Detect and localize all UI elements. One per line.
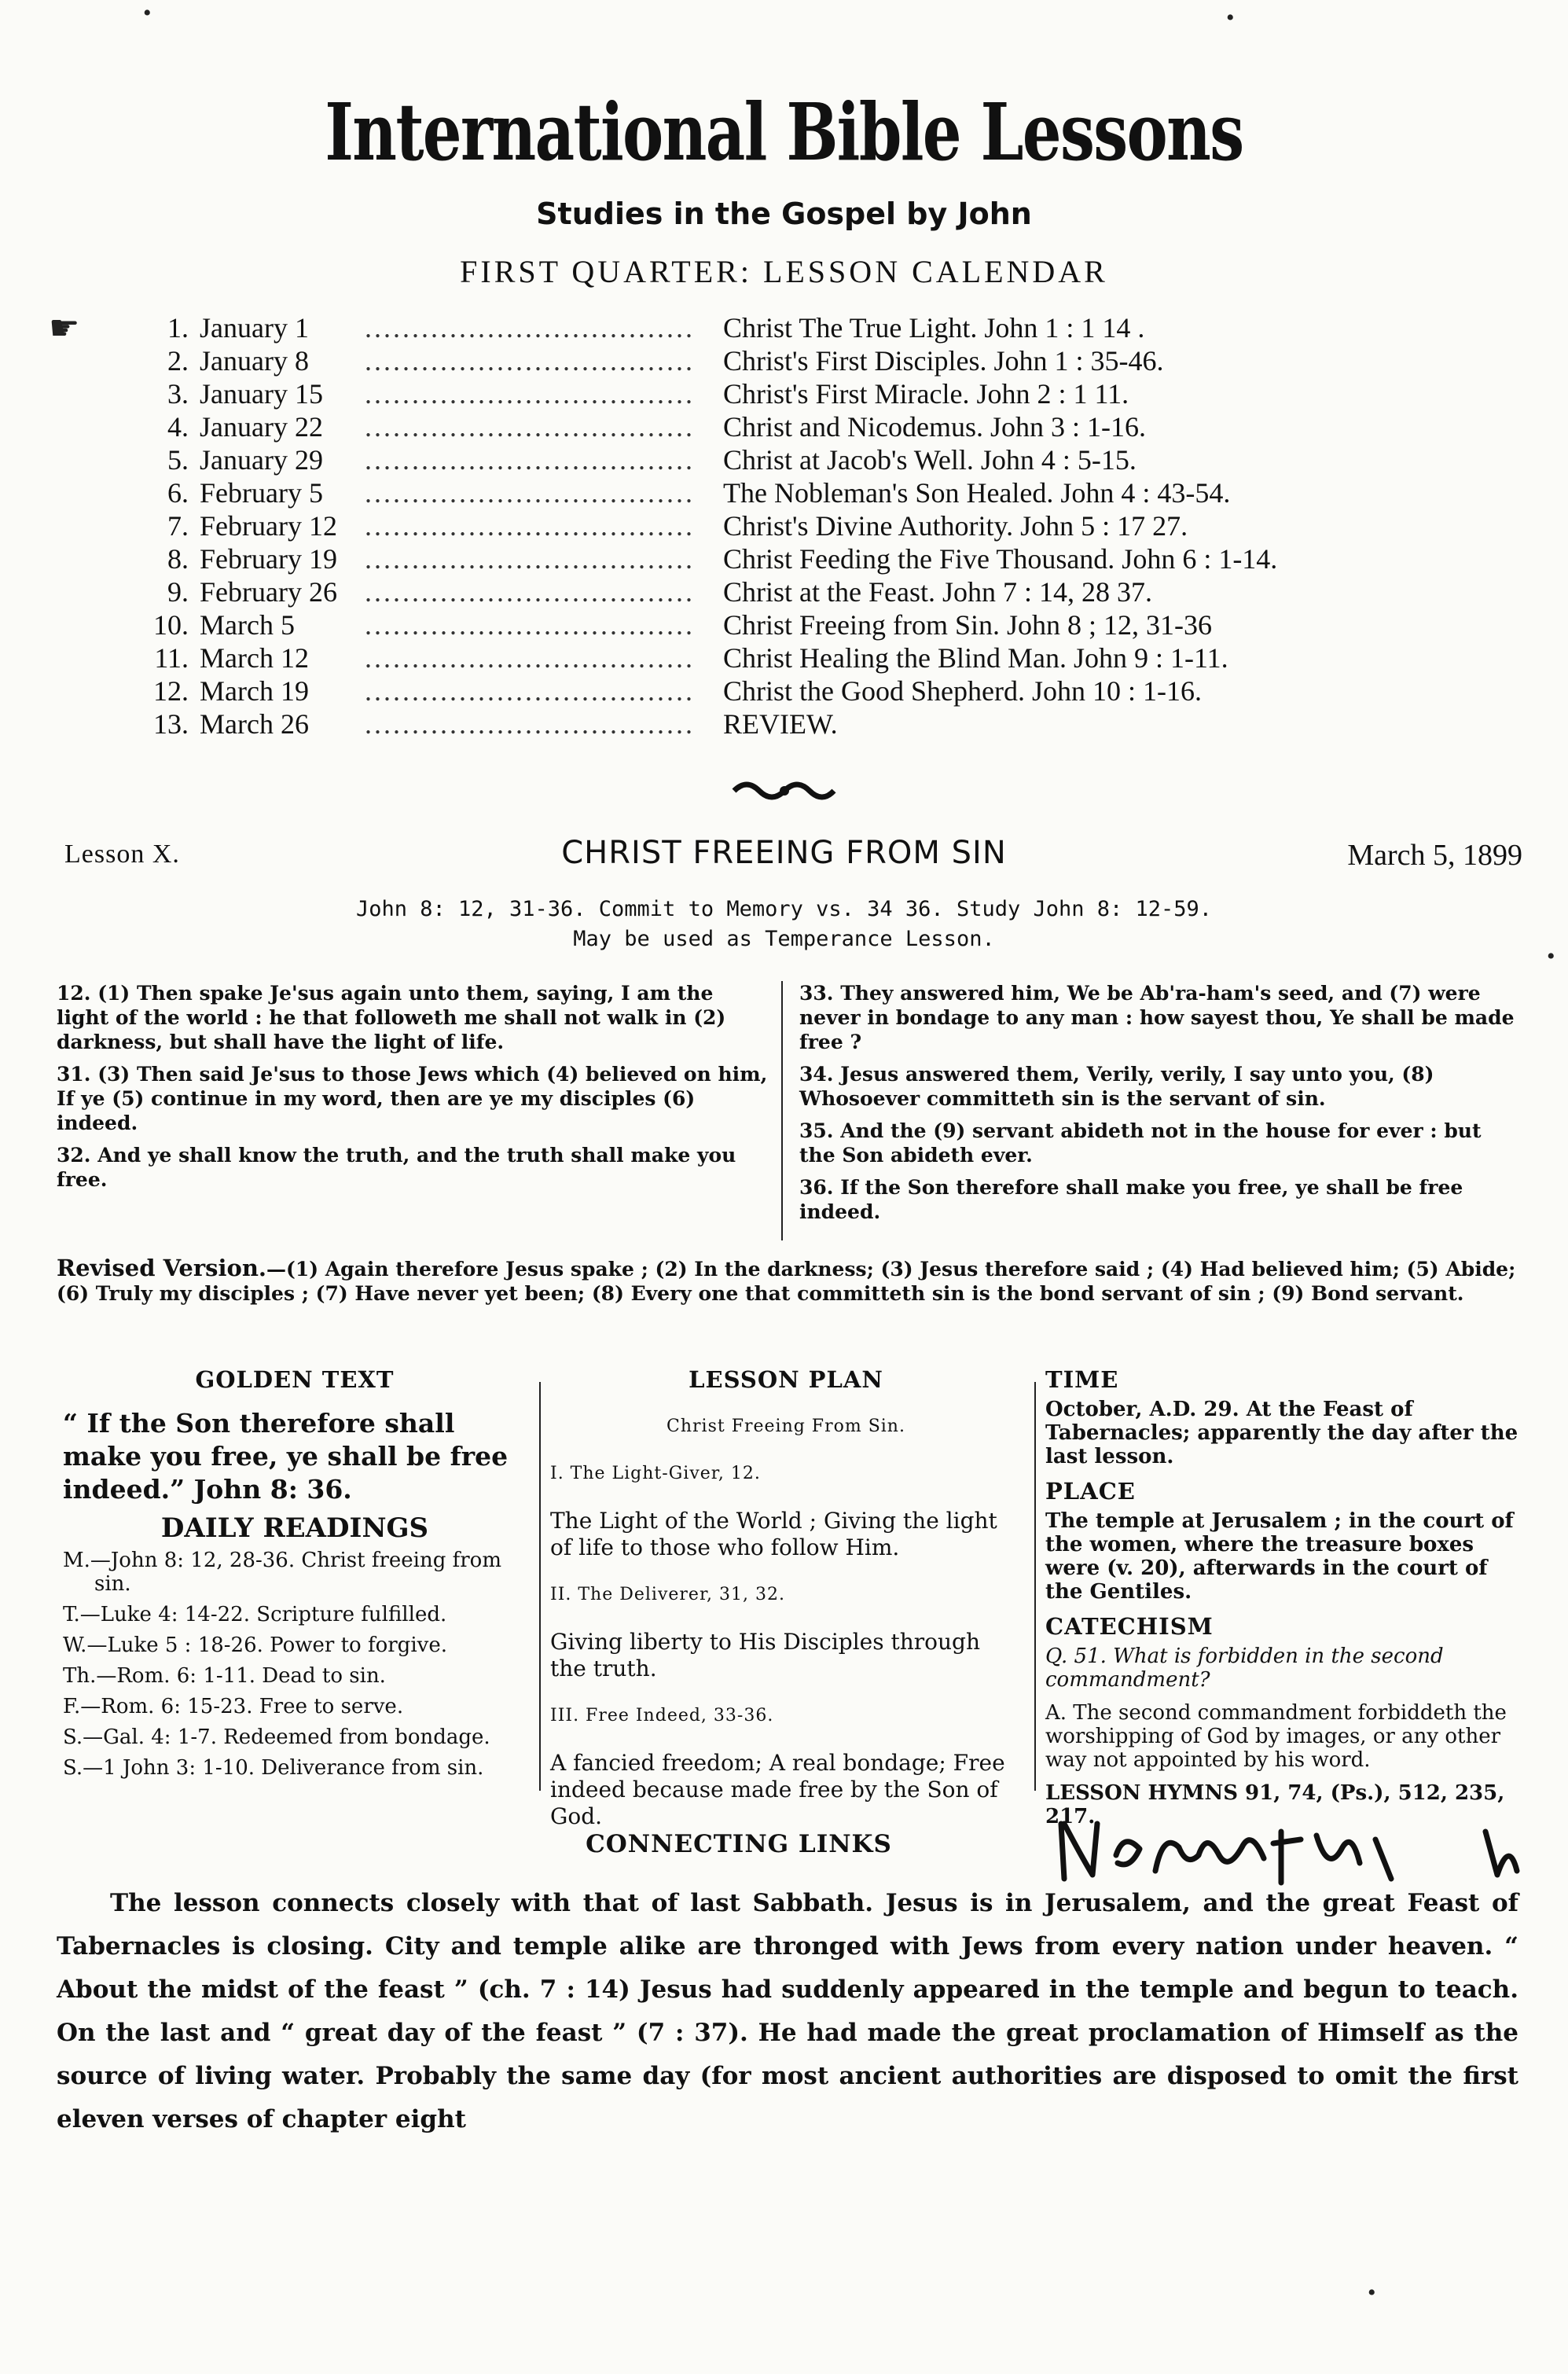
leader-dots: ................................... [365,675,695,707]
lesson-calendar [141,311,1493,740]
leader-dots: ................................... [365,576,695,608]
daily-reading: Th.—Rom. 6: 1-11. Dead to sin. [63,1664,386,1688]
lesson-plan-division: II. The Deliverer, 31, 32. [550,1585,785,1604]
catechism-heading: CATECHISM [1045,1613,1214,1640]
calendar-row-topic: Christ and Nicodemus. John 3 : 1-16. [723,411,1146,443]
margin-dot: • [143,0,152,26]
leader-dots: ................................... [365,642,695,674]
verse: 36. If the Son therefore shall make you free, ye shall be free indeed. [799,1176,1463,1223]
lesson-plan-division: III. Free Indeed, 33-36. [550,1706,774,1725]
column-divider [539,1382,541,1791]
calendar-row-date: February 26 [200,576,337,608]
calendar-row [141,443,1493,476]
calendar-row [141,608,1493,641]
calendar-row-number: 7. [167,510,189,542]
calendar-row-number: 5. [167,444,189,476]
scripture-passage [57,981,1518,1248]
handwritten-signature [1045,1800,1548,1894]
lesson-plan-division: I. The Light-Giver, 12. [550,1464,761,1483]
calendar-row-date: March 5 [200,609,295,641]
calendar-row [141,641,1493,674]
time-place-column [1045,1366,1525,1828]
calendar-row-date: January 29 [200,444,323,476]
verse: 32. And ye shall know the truth, and the truth shall make you free. [57,1144,736,1191]
scripture-column-right [799,981,1515,1232]
leader-dots: ................................... [365,378,695,410]
calendar-row-topic: Christ's First Miracle. John 2 : 1 11. [723,378,1129,410]
verse: 12. (1) Then spake Je'sus again unto them, saying, I am the light of the world : he that followeth me shall not walk in (2) darkness, but shall have the light of life. [57,982,726,1053]
golden-text-column [63,1366,527,1787]
calendar-row [141,344,1493,377]
lesson-plan-point: The Light of the World ; Giving the light of life to those who follow Him. [550,1508,997,1560]
calendar-row [141,509,1493,542]
lesson-header [0,835,1568,874]
column-divider [1034,1382,1036,1791]
calendar-row-date: January 15 [200,378,323,410]
leader-dots: ................................... [365,609,695,641]
calendar-row-date: February 19 [200,543,337,575]
subtitle: Studies in the Gospel by John [536,197,1032,231]
calendar-row-topic: Christ The True Light. John 1 : 1 14 . [723,312,1145,344]
calendar-row-topic: Christ the Good Shepherd. John 10 : 1-16. [723,675,1202,707]
leader-dots: ................................... [365,411,695,443]
calendar-row-number: 11. [154,642,189,674]
calendar-row-date: January 1 [200,312,309,344]
calendar-row-number: 12. [153,675,189,707]
leader-dots: ................................... [365,510,695,542]
margin-dot: • [1547,943,1555,969]
calendar-row-topic: REVIEW. [723,708,838,740]
calendar-row-topic: Christ at Jacob's Well. John 4 : 5-15. [723,444,1137,476]
catechism-question: Q. 51. What is forbidden in the second commandment? [1045,1645,1444,1692]
lesson-title: CHRIST FREEING FROM SIN [561,835,1007,871]
time-text: October, A.D. 29. At the Feast of Tabernacles; apparently the day after the last lesson. [1045,1398,1518,1468]
lesson-hymns: LESSON HYMNS 91, 74, (Ps.), 512, 235, 217. [1045,1781,1505,1828]
calendar-row-number: 3. [167,378,189,410]
calendar-row-number: 9. [167,576,189,608]
calendar-row [141,674,1493,707]
calendar-row-topic: Christ Feeding the Five Thousand. John 6 : 1-14. [723,543,1278,575]
lesson-plan-point: Giving liberty to His Disciples through the truth. [550,1629,981,1681]
scripture-column-left [57,981,772,1200]
calendar-heading: FIRST QUARTER: LESSON CALENDAR [460,254,1108,289]
lesson-aids [63,1366,1525,1829]
connecting-links-text: The lesson connects closely with that of last Sabbath. Jesus is in Jerusalem, and the great Feast of Tabernacles is closing. City and temple alike are thronged with Jews from every nation under heaven. “ About the midst of the feast ” (ch. 7 : 14) Jesus had suddenly appeared in the temple and begun to teach. On the last and “ great day of the feast ” (7 : 37). He had made the great proclamation of Himself as the source of living water. Probably the same day (for most ancient authorities are disposed to omit the first eleven verses of chapter eight [57,1889,1518,2133]
leader-dots: ................................... [365,312,695,344]
calendar-row-topic: Christ at the Feast. John 7 : 14, 28 37. [723,576,1152,608]
ornament-divider [731,775,837,807]
scripture-references: John 8: 12, 31-36. Commit to Memory vs. 34 36. Study John 8: 12-59. [355,897,1213,921]
calendar-row-number: 2. [167,345,189,377]
calendar-row [141,542,1493,575]
calendar-row-date: March 19 [200,675,309,707]
revised-version-label: Revised Version. [57,1255,267,1281]
revised-version-notes [57,1256,1518,1306]
lesson-plan-point: A fancied freedom; A real bondage; Free indeed because made free by the Son of God. [550,1750,1005,1829]
calendar-row-number: 10. [153,609,189,641]
masthead: International Bible Lessons [325,86,1243,178]
leader-dots: ................................... [365,444,695,476]
daily-reading: W.—Luke 5 : 18-26. Power to forgive. [63,1634,447,1657]
calendar-row [141,707,1493,740]
verse: 35. And the (9) servant abideth not in the house for ever : but the Son abideth ever. [799,1119,1482,1167]
lesson-plan-subject: Christ Freeing From Sin. [666,1417,905,1436]
lesson-number: Lesson X. [64,840,180,869]
daily-reading: S.—Gal. 4: 1-7. Redeemed from bondage. [63,1725,490,1749]
leader-dots: ................................... [365,543,695,575]
lesson-references [0,895,1568,954]
calendar-row-topic: The Nobleman's Son Healed. John 4 : 43-54. [723,477,1231,509]
verse: 34. Jesus answered them, Verily, verily, I say unto you, (8) Whosoever committeth sin is the servant of sin. [799,1063,1434,1110]
pointing-hand-mark: ☛ [49,309,80,347]
lesson-plan-column [550,1366,1022,1830]
daily-reading: F.—Rom. 6: 15-23. Free to serve. [63,1695,404,1718]
calendar-row-number: 6. [167,477,189,509]
daily-reading: T.—Luke 4: 14-22. Scripture fulfilled. [63,1603,447,1626]
margin-dot: • [1368,2280,1376,2306]
leader-dots: ................................... [365,345,695,377]
column-divider [781,981,783,1240]
revised-version-text: —(1) Again therefore Jesus spake ; (2) In the darkness; (3) Jesus therefore said ; (4) Had believed him; (5) Abide; (6) Truly my disciples ; (7) Have never yet been; (8) Every one that committeth sin is the bond servant of sin ; (9) Bond servant. [57,1258,1516,1305]
connecting-links-heading: CONNECTING LINKS [586,1830,892,1858]
calendar-row-date: February 12 [200,510,337,542]
calendar-row-date: January 22 [200,411,323,443]
place-heading: PLACE [1045,1478,1136,1505]
calendar-row [141,410,1493,443]
calendar-row-date: March 26 [200,708,309,740]
temperance-note: May be used as Temperance Lesson. [573,927,995,951]
calendar-row-number: 4. [167,411,189,443]
calendar-row-date: January 8 [200,345,309,377]
daily-readings-heading: DAILY READINGS [160,1512,429,1544]
calendar-row-topic: Christ's First Disciples. John 1 : 35-46. [723,345,1164,377]
calendar-row [141,311,1493,344]
calendar-row-topic: Christ Healing the Blind Man. John 9 : 1-11. [723,642,1228,674]
daily-reading: S.—1 John 3: 1-10. Deliverance from sin. [63,1756,484,1780]
calendar-row [141,575,1493,608]
calendar-row [141,476,1493,509]
calendar-row-number: 13. [153,708,189,740]
calendar-row-number: 8. [167,543,189,575]
verse: 31. (3) Then said Je'sus to those Jews which (4) believed on him, If ye (5) continue in my word, then are ye my disciples (6) indeed. [57,1063,768,1134]
calendar-row-date: March 12 [200,642,309,674]
calendar-row-number: 1. [167,312,189,344]
leader-dots: ................................... [365,708,695,740]
lesson-date: March 5, 1899 [1347,839,1522,872]
golden-text-heading: GOLDEN TEXT [195,1366,395,1393]
margin-dot: • [1226,5,1235,31]
calendar-row-topic: Christ Freeing from Sin. John 8 ; 12, 31-36 [723,609,1212,641]
daily-reading: M.—John 8: 12, 28-36. Christ freeing from sin. [63,1549,501,1596]
place-text: The temple at Jerusalem ; in the court of the women, where the treasure boxes were (v. 20), afterwards in the court of the Gentiles. [1045,1509,1514,1604]
calendar-row-topic: Christ's Divine Authority. John 5 : 17 27. [723,510,1188,542]
golden-text: “ If the Son therefore shall make you free, ye shall be free indeed.” John 8: 36. [63,1408,509,1505]
calendar-row-date: February 5 [200,477,323,509]
calendar-row [141,377,1493,410]
lesson-plan-heading: LESSON PLAN [689,1366,883,1393]
leader-dots: ................................... [365,477,695,509]
time-heading: TIME [1045,1366,1119,1393]
verse: 33. They answered him, We be Ab'ra-ham's seed, and (7) were never in bondage to any man : how sayest thou, Ye shall be made free ? [799,982,1515,1053]
catechism-answer: A. The second commandment forbiddeth the worshipping of God by images, or any other way not appointed by his word. [1045,1701,1507,1772]
